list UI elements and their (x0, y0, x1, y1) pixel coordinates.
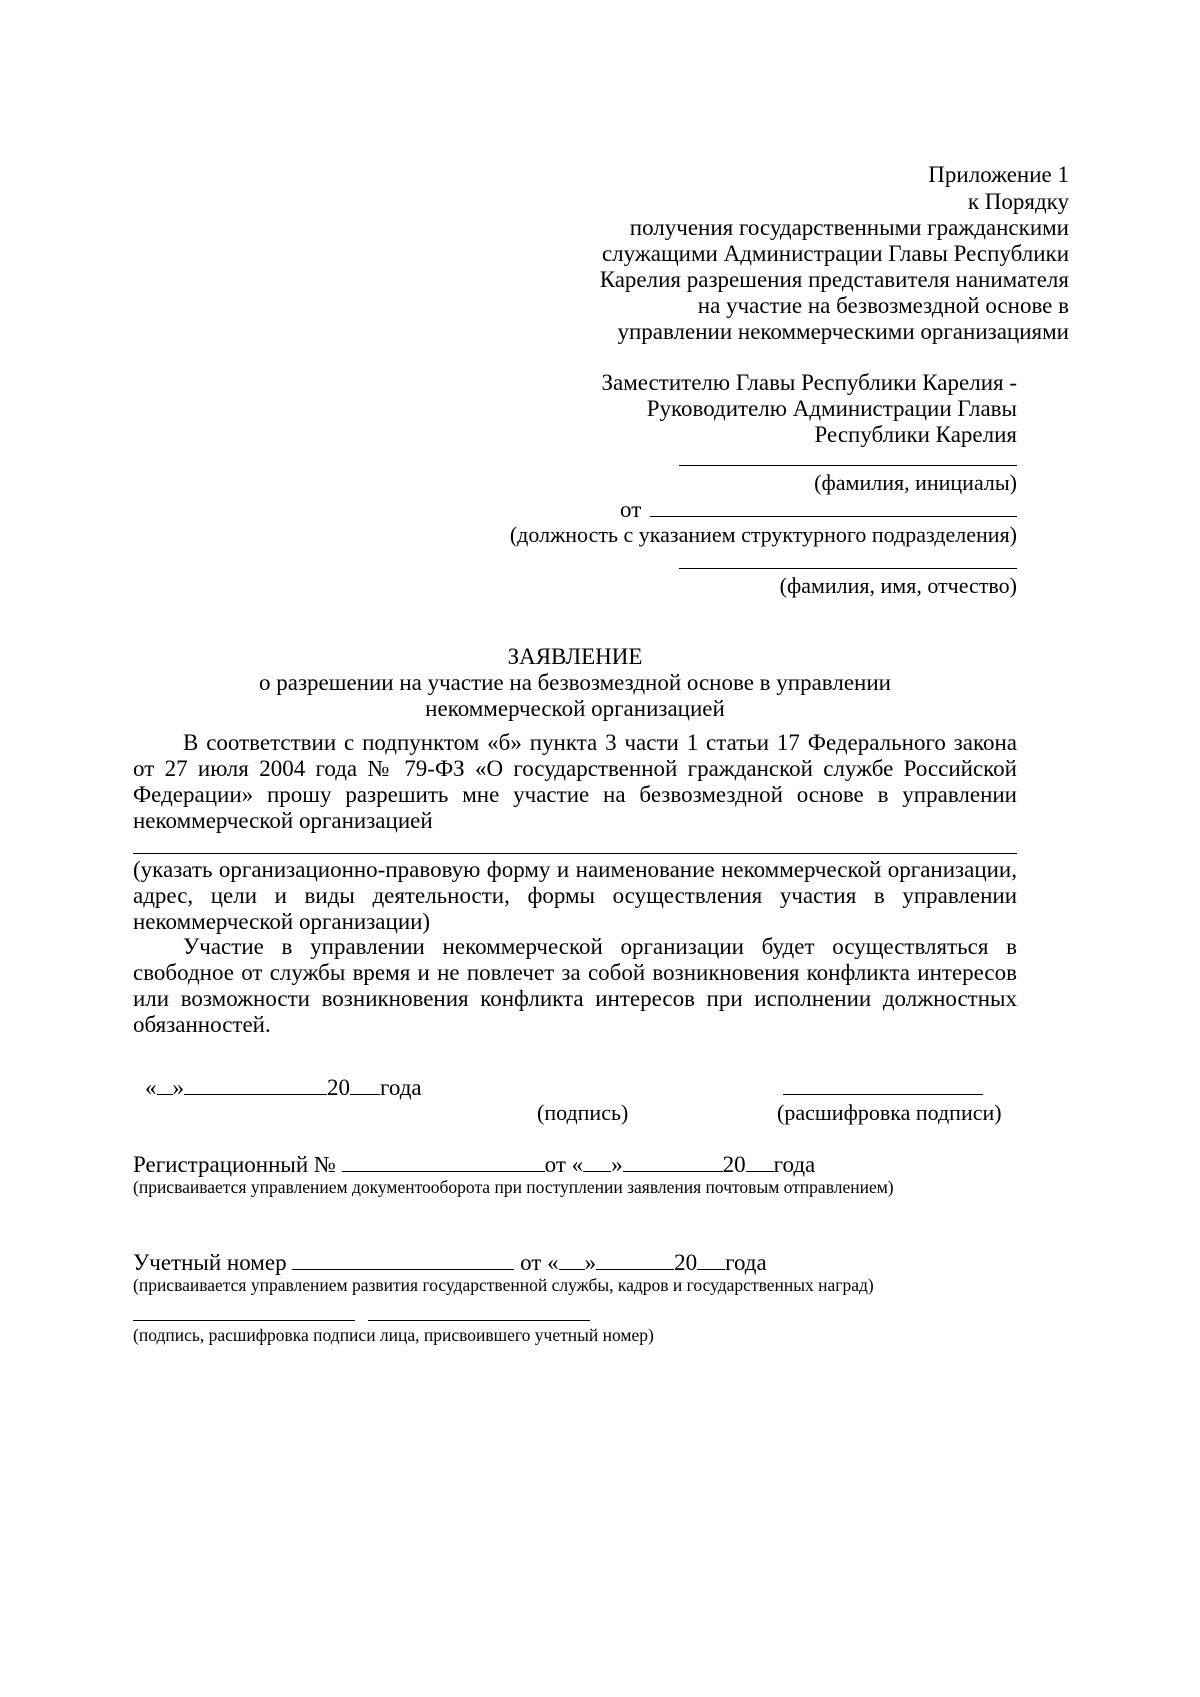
from-label: от (620, 497, 642, 522)
appendix-line: управлении некоммерческими организациями (617, 319, 1069, 344)
registration-month-blank[interactable] (623, 1151, 723, 1172)
account-note: (присваивается управлением развития государственной службы, кадров и государственных наград) (133, 1275, 874, 1295)
account-year-prefix: 20 (674, 1250, 698, 1275)
signer-signature-line[interactable] (133, 1320, 355, 1321)
registration-from: от « (544, 1152, 584, 1177)
year-suffix: года (380, 1075, 422, 1100)
quote-open: « (145, 1075, 157, 1100)
statement-subtitle: о разрешении на участие на безвозмездной основе в управлении (259, 670, 891, 695)
quote-close: » (172, 1075, 184, 1100)
account-day-blank[interactable] (559, 1249, 585, 1270)
body-paragraph: В соответствии с подпунктом «б» пункта 3 части 1 статьи 17 Федерального закона от 27 июля 2004 года № 79-ФЗ «О государственной гражданской службе Российской Федерации» прошу разрешить мне участие на безвозмездной основе в управлении некоммерческой организацией (133, 730, 1017, 833)
registration-label: Регистрационный № (133, 1152, 336, 1177)
fio-field-line[interactable] (679, 568, 1017, 569)
decoding-field-line[interactable] (783, 1094, 983, 1095)
addressee-line: Заместителю Главы Республики Карелия - (601, 370, 1017, 395)
signature-caption: (подпись) (537, 1100, 629, 1125)
appendix-line: Карелия разрешения представителя нанимателя (599, 267, 1069, 292)
signer-caption: (подпись, расшифровка подписи лица, присвоившего учетный номер) (133, 1325, 654, 1345)
organization-hint: (указать организационно-правовую форму и наименование некоммерческой организации, адрес, цели и виды деятельности, формы осуществления участия в управлении некоммерческой организации) (133, 857, 1017, 934)
registration-quote-close: » (611, 1152, 623, 1177)
appendix-line: на участие на безвозмездной основе в (697, 293, 1069, 318)
account-quote-close: » (584, 1250, 597, 1275)
account-from: от « (520, 1250, 559, 1275)
account-month-blank[interactable] (596, 1249, 674, 1270)
appendix-line: к Порядку (967, 189, 1069, 214)
appendix-line: служащими Администрации Главы Республики (601, 241, 1069, 266)
month-blank[interactable] (184, 1074, 327, 1095)
account-row (133, 1249, 767, 1276)
fio-caption: (фамилия, имя, отчество) (779, 573, 1017, 598)
addressee-line: Руководителю Администрации Главы (646, 396, 1017, 421)
registration-day-blank[interactable] (583, 1151, 611, 1172)
statement-heading: ЗАЯВЛЕНИЕ (507, 644, 643, 669)
position-field-line[interactable] (650, 516, 1017, 517)
account-number-field[interactable] (292, 1249, 514, 1270)
name-initials-field-line[interactable] (679, 465, 1017, 466)
organization-field-line[interactable] (133, 853, 1017, 854)
appendix-line: Приложение 1 (928, 162, 1069, 187)
registration-year-blank[interactable] (746, 1151, 774, 1172)
registration-row (133, 1151, 815, 1178)
registration-year-prefix: 20 (722, 1152, 746, 1177)
signer-decoding-line[interactable] (368, 1320, 590, 1321)
name-initials-caption: (фамилия, инициалы) (814, 470, 1017, 495)
addressee-line: Республики Карелия (814, 422, 1017, 447)
decoding-caption: (расшифровка подписи) (777, 1100, 1002, 1125)
day-blank[interactable] (157, 1074, 173, 1095)
registration-year-suffix: года (773, 1152, 816, 1177)
statement-subtitle: некоммерческой организацией (425, 696, 725, 721)
account-year-suffix: года (725, 1250, 767, 1275)
account-year-blank[interactable] (697, 1249, 725, 1270)
registration-number-field[interactable] (342, 1151, 545, 1172)
account-label: Учетный номер (133, 1250, 287, 1275)
appendix-line: получения государственными гражданскими (629, 215, 1069, 240)
date-field[interactable] (145, 1074, 422, 1101)
body-paragraph: Участие в управлении некоммерческой организации будет осуществляться в свободное от службы время и не повлечет за собой возникновения конфликта интересов или возможности возникновения конфликта интересов при исполнении должностных обязанностей. (133, 934, 1017, 1037)
year-blank[interactable] (350, 1074, 380, 1095)
year-prefix: 20 (327, 1075, 350, 1100)
registration-note: (присваивается управлением документооборота при поступлении заявления почтовым отправлением) (133, 1177, 894, 1197)
position-caption: (должность с указанием структурного подразделения) (509, 522, 1017, 547)
